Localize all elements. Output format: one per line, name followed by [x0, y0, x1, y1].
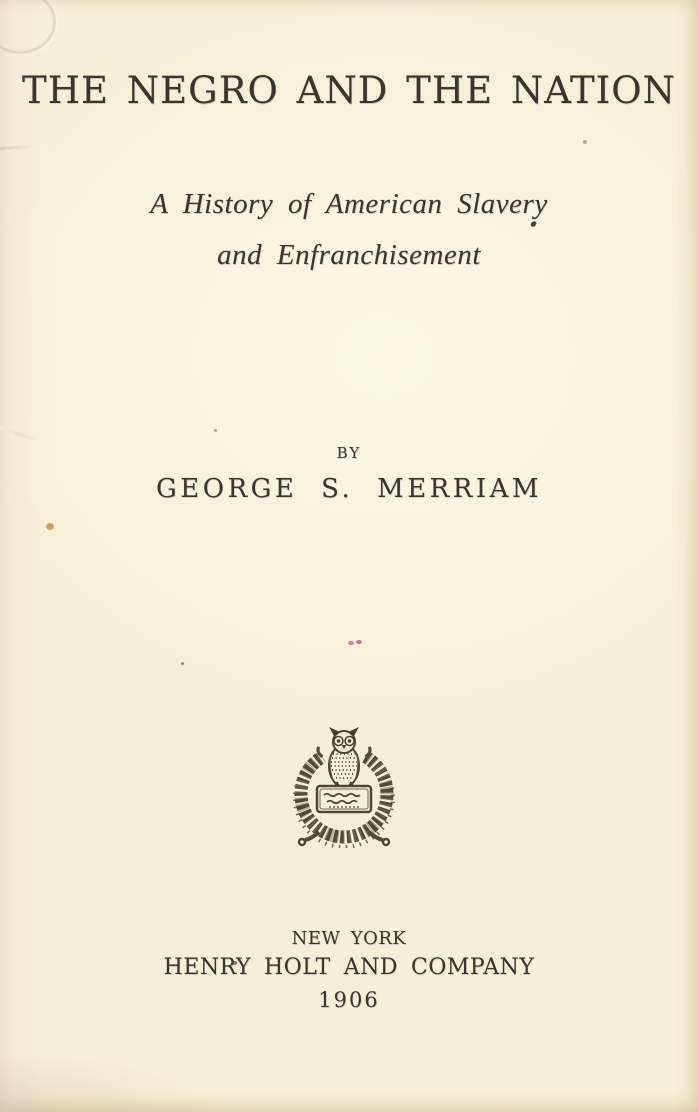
ink-speck: [214, 429, 217, 432]
paper-crease: [0, 145, 34, 150]
ink-speck: [348, 641, 354, 645]
scan-shadow: [0, 1052, 220, 1112]
ink-speck: [583, 140, 587, 144]
paper-stain: [46, 523, 54, 530]
owl-wreath-colophon-icon: [285, 726, 403, 848]
paper-crease: [0, 425, 39, 442]
ink-speck: [530, 220, 537, 228]
imprint-city: NEW YORK: [291, 928, 407, 949]
subtitle-line-2: and Enfranchisement: [217, 239, 481, 271]
imprint-year: 1906: [318, 988, 380, 1012]
author-name: GEORGE S. MERRIAM: [156, 474, 542, 504]
embossed-stamp: [0, 0, 56, 54]
subtitle-line-1: A History of American Slavery: [150, 188, 548, 220]
ink-speck: [181, 662, 184, 665]
imprint-publisher: HENRY HOLT AND COMPANY: [163, 955, 535, 980]
book-title: THE NEGRO AND THE NATION: [22, 69, 676, 112]
byline-label: BY: [336, 444, 362, 462]
